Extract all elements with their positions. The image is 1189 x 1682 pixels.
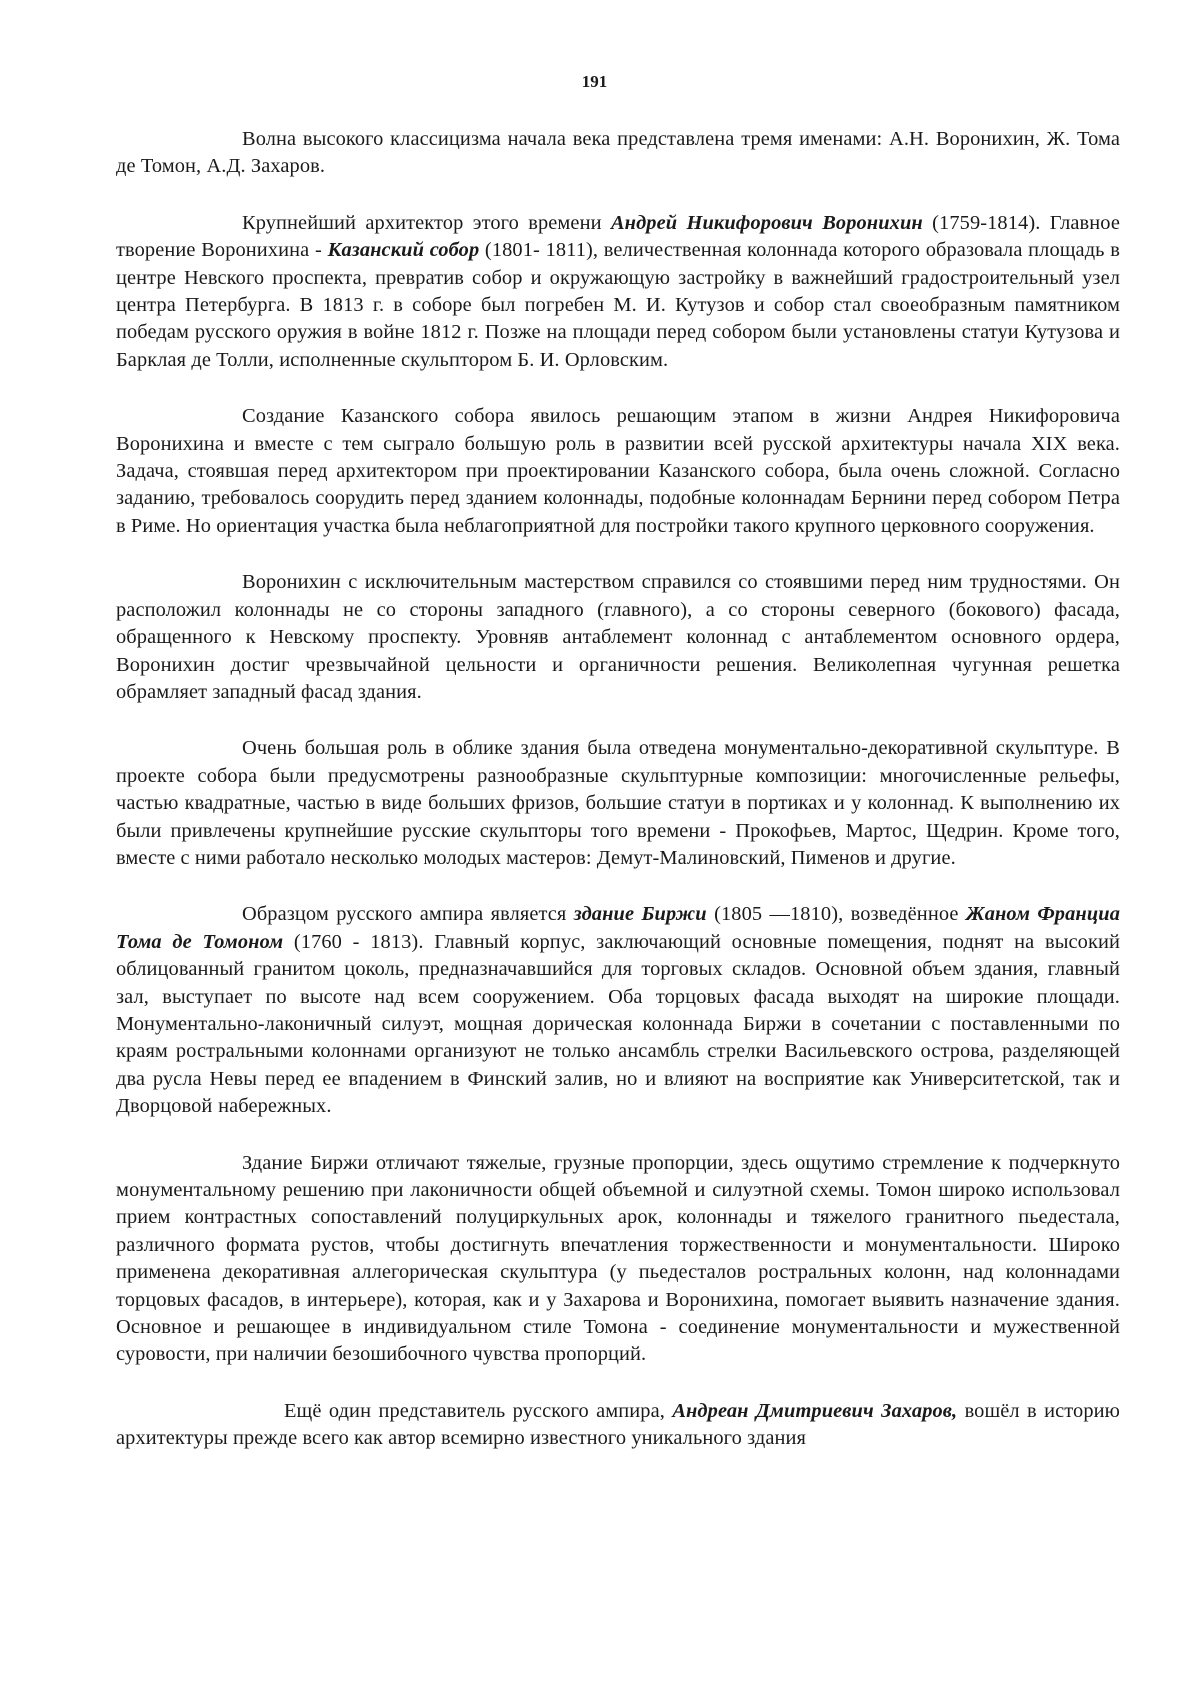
paragraph-voronikhin [116,210,1120,374]
emphasis-birzha-building: здание Биржи [573,903,707,926]
text-run: (1760 - 1813). Главный корпус, заключающий основные помещения, поднят на высокий облицованный гранитом цоколь, предназначавшийся для торговых складов. Основной объем здания, главный зал, выступает по высоте над всем сооружением. Оба торцовых фасада выходят на широкие площади. Монументально-лаконичный силуэт, мощная дорическая колоннада Биржи в сочетании с поставленными по краям ростральными колоннами организуют не только ансамбль стрелки Васильевского острова, разделяющей два русла Невы перед ее впадением в Финский залив, но и влияют на восприятие как Университетской, так и Дворцовой набережных. [116,930,1121,1118]
paragraph-birzha-proportions [116,1150,1120,1369]
emphasis-name-zakharov: Андреан Дмитриевич Захаров, [672,1399,958,1422]
paragraph-zakharov [116,1398,1120,1453]
text-run: (1805 —1810), возведённое [706,903,966,926]
paragraph-sculpture [116,735,1120,872]
page-body [116,126,1120,1453]
text-run: Воронихин с исключительным мастерством справился со стоявшими перед ним трудностями. Он расположил колоннады не со стороны западного (главного), а со стороны северного (бокового) фасада, обращенного к Невскому проспекту. Уровняв антаблемент колоннад с антаблементом основного ордера, Воронихин достиг чрезвычайной цельности и органичности решения. Великолепная чугунная решетка обрамляет западный фасад здания. [116,571,1120,703]
text-run: Очень большая роль в облике здания была отведена монументально-декоративной скульптуре. В проекте собора были предусмотрены разнообразные скульптурные композиции: многочисленные рельефы, частью квадратные, частью в виде больших фризов, большие статуи в портиках и у колоннад. К выполнению их были привлечены крупнейшие русские скульпторы того времени - Прокофьев, Мартос, Щедрин. Кроме того, вместе с ними работало несколько молодых мастеров: Демут-Малиновский, Пименов и другие. [116,737,1120,869]
text-run: (1759-1814). Главное творение Воронихина - [116,211,1120,262]
paragraph-intro [116,126,1120,181]
paragraph-colonnade [116,569,1120,706]
emphasis-name-thomon: Жаном Франциа Тома де Томоном [116,903,1120,953]
paragraph-kazan-creation [116,403,1120,540]
emphasis-kazan-cathedral: Казанский собор [327,239,480,262]
text-run: Здание Биржи отличают тяжелые, грузные пропорции, здесь ощутимо стремление к подчеркнуто монументальному решению при лаконичности общей объемной и силуэтной схемы. Томон широко использовал прием контрастных сопоставлений полуциркульных арок, колоннады и тяжелого гранитного пьедестала, различного формата рустов, чтобы достигнуть впечатления торжественности и монументальности. Широко применена декоративная аллегорическая скульптура (у пьедесталов ростральных колонн, над колоннадами торцовых фасадов, в интерьере), которая, как и у Захарова и Воронихина, помогает выявить назначение здания. Основное и решающее в индивидуальном стиле Томона - соединение монументальности и мужественной суровости, при наличии безошибочного чувства пропорций. [116,1151,1120,1366]
text-run: Волна высокого классицизма начала века представлена тремя именами: А.Н. Воронихин, Ж. Тома де Томон, А.Д. Захаров. [116,128,1120,178]
text-run: Образцом русского ампира является [242,903,574,926]
text-run: вошёл в историю архитектуры прежде всего как автор всемирно известного уникального здания [116,1399,1120,1450]
page-number: 191 [581,72,608,91]
emphasis-name-voronikhin: Андрей Никифорович Воронихин [610,211,923,234]
text-run: (1801- 1811), величественная колоннада которого образовала площадь в центре Невского проспекта, превратив собор и окружающую застройку в важнейший градостроительный узел центра Петербурга. В 1813 г. в соборе был погребен М. И. Кутузов и собор стал своеобразным памятником победам русского оружия в войне 1812 г. Позже на площади перед собором были установлены статуи Кутузова и Барклая де Толли, исполненные скульптором Б. И. Орловским. [116,239,1120,371]
text-run: Крупнейший архитектор этого времени [242,211,611,234]
text-run: Создание Казанского собора явилось решающим этапом в жизни Андрея Никифоровича Воронихина и вместе с тем сыграло большую роль в развитии всей русской архитектуры начала XIX века. Задача, стоявшая перед архитектором при проектировании Казанского собора, была очень сложной. Согласно заданию, требовалось соорудить перед зданием колоннады, подобные колоннадам Бернини перед собором Петра в Риме. Но ориентация участка была неблагоприятной для постройки такого крупного церковного сооружения. [116,405,1120,537]
paragraph-birzha [116,901,1120,1120]
text-run: Ещё один представитель русского ампира, [284,1399,673,1422]
